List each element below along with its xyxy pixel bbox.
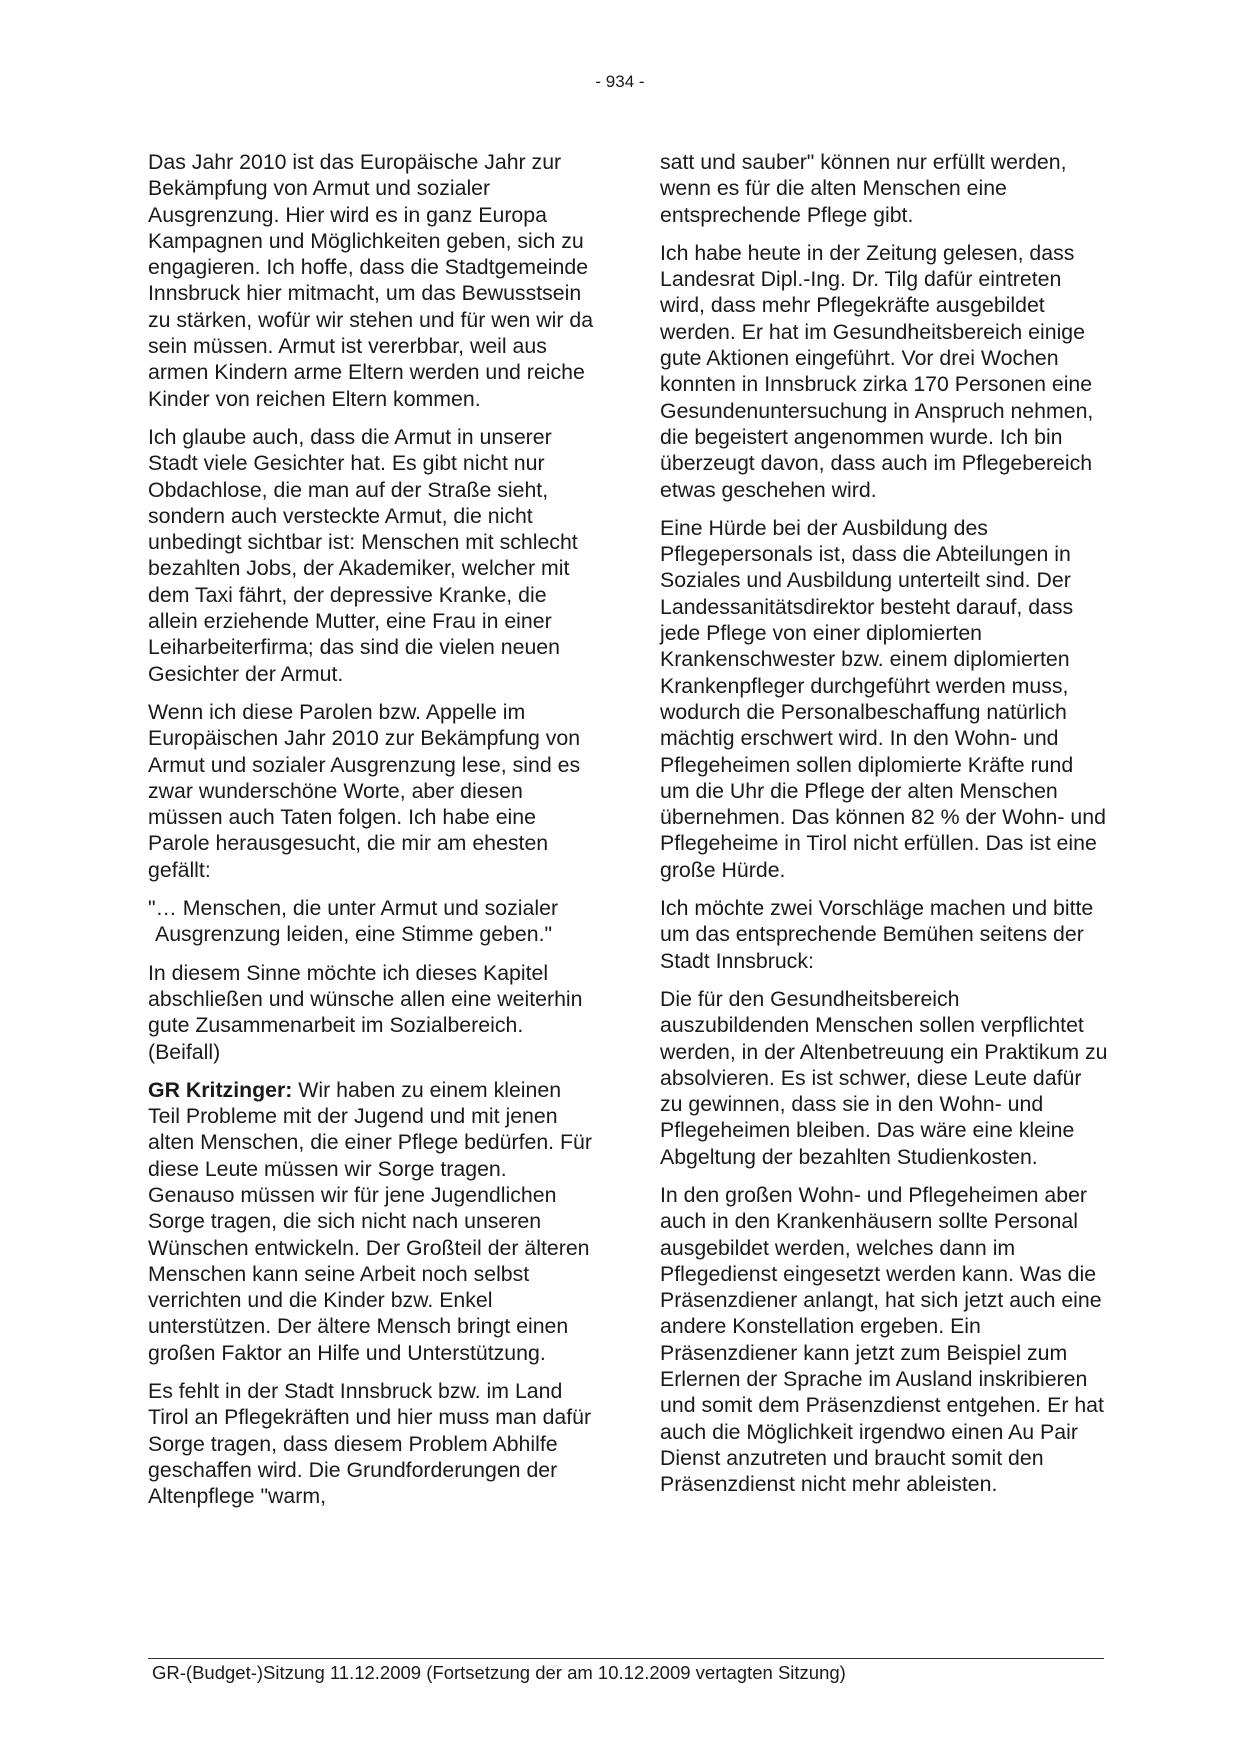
quote-paragraph: "… Menschen, die unter Armut und sozialer Ausgrenzung leiden, eine Stimme geben." [148, 896, 559, 947]
paragraph: Eine Hürde bei der Ausbildung des Pflegepersonals ist, dass die Abteilungen in Soziales und Ausbildung unterteilt sind. Der Landessanitätsdirektor besteht darauf, dass jede Pflege von einer diplomierten Krankenschwester bzw. einem diplomierten Krankenpfleger durchgeführt werden muss, wodurch die Personalbeschaffung natürlich mächtig erschwert wird. In den Wohn- und Pflegeheimen sollen diplomierte Kräfte rund um die Uhr die Pflege der alten Menschen übernehmen. Das können 82 % der Wohn- und Pflegeheime in Tirol nicht erfüllen. Das ist eine große Hürde. [660, 515, 1106, 882]
paragraph: In den großen Wohn- und Pflegeheimen aber auch in den Krankenhäusern sollte Personal ausgebildet werden, welches dann im Pflegedienst eingesetzt werden kann. Was die Präsenzdiener anlangt, hat sich jetzt auch eine andere Konstellation ergeben. Ein Präsenzdiener kann jetzt zum Beispiel zum Erlernen der Sprache im Ausland inskribieren und somit dem Präsenzdienst entgehen. Er hat auch die Möglichkeit irgendwo einen Au Pair Dienst anzutreten und braucht somit den Präsenzdienst nicht mehr ableisten. [660, 1182, 1104, 1497]
speaker-name: GR Kritzinger: [148, 1077, 293, 1102]
page-number: - 934 - [595, 72, 645, 91]
paragraph: Ich habe heute in der Zeitung gelesen, dass Landesrat Dipl.-Ing. Dr. Tilg dafür eintreten wird, dass mehr Pflegekräfte ausgebildet werden. Er hat im Gesundheitsbereich einige gute Aktionen eingeführt. Vor drei Wochen konnten in Innsbruck zirka 170 Personen eine Gesundenuntersuchung in Anspruch nehmen, die begeistert angenommen wurde. Ich bin überzeugt davon, dass auch im Pflegebereich etwas geschehen wird. [660, 240, 1094, 502]
paragraph: satt und sauber" können nur erfüllt werden, wenn es für die alten Menschen eine entsprechende Pflege gibt. [660, 150, 1067, 227]
paragraph: In diesem Sinne möchte ich dieses Kapitel abschließen und wünsche allen eine weiterhin gute Zusammenarbeit im Sozialbereich. (Beifall) [148, 960, 583, 1064]
paragraph: Ich möchte zwei Vorschläge machen und bitte um das entsprechende Bemühen seitens der Stadt Innsbruck: [660, 896, 1094, 973]
speaker-paragraph [148, 1077, 596, 1366]
speaker-text: Wir haben zu einem kleinen Teil Probleme mit der Jugend und mit jenen alten Menschen, die einer Pflege bedürfen. Für diese Leute müssen wir Sorge tragen. Genauso müssen wir für jene Jugendlichen Sorge tragen, die sich nicht nach unseren Wünschen entwickeln. Der Großteil der älteren Menschen kann seine Arbeit noch selbst verrichten und die Kinder bzw. Enkel unterstützen. Der ältere Mensch bringt einen großen Faktor an Hilfe und Unterstützung. [148, 1077, 592, 1365]
left-column [148, 149, 596, 1522]
footer-text: GR-(Budget-)Sitzung 11.12.2009 (Fortsetzung der am 10.12.2009 vertagten Sitzung) [152, 1662, 846, 1683]
paragraph: Das Jahr 2010 ist das Europäische Jahr zur Bekämpfung von Armut und sozialer Ausgrenzung. Hier wird es in ganz Europa Kampagnen und Möglichkeiten geben, sich zu engagieren. Ich hoffe, dass die Stadtgemeinde Innsbruck hier mitmacht, um das Bewusstsein zu stärken, wofür wir stehen und für wen wir da sein müssen. Armut ist vererbbar, weil aus armen Kindern arme Eltern werden und reiche Kinder von reichen Eltern kommen. [148, 150, 594, 411]
right-column [660, 149, 1108, 1510]
paragraph: Wenn ich diese Parolen bzw. Appelle im Europäischen Jahr 2010 zur Bekämpfung von Armut und sozialer Ausgrenzung lese, sind es zwar wunderschöne Worte, aber diesen müssen auch Taten folgen. Ich habe eine Parole herausgesucht, die mir am ehesten gefällt: [148, 699, 581, 882]
paragraph: Die für den Gesundheitsbereich auszubildenden Menschen sollen verpflichtet werden, in der Altenbetreuung ein Praktikum zu absolvieren. Es ist schwer, diese Leute dafür zu gewinnen, dass sie in den Wohn- und Pflegeheimen bleiben. Das wäre eine kleine Abgeltung der bezahlten Studienkosten. [660, 986, 1108, 1169]
paragraph: Es fehlt in der Stadt Innsbruck bzw. im Land Tirol an Pflegekräften und hier muss man dafür Sorge tragen, dass diesem Problem Abhilfe geschaffen wird. Die Grundforderungen der Altenpflege "warm, [148, 1379, 592, 1509]
paragraph: Ich glaube auch, dass die Armut in unserer Stadt viele Gesichter hat. Es gibt nicht nur Obdachlose, die man auf der Straße sieht, sondern auch versteckte Armut, die nicht unbedingt sichtbar ist: Menschen mit schlecht bezahlten Jobs, der Akademiker, welcher mit dem Taxi fährt, der depressive Kranke, die allein erziehende Mutter, eine Frau in einer Leiharbeiterfirma; das sind die vielen neuen Gesichter der Armut. [148, 424, 578, 686]
footer-divider [148, 1658, 1104, 1659]
